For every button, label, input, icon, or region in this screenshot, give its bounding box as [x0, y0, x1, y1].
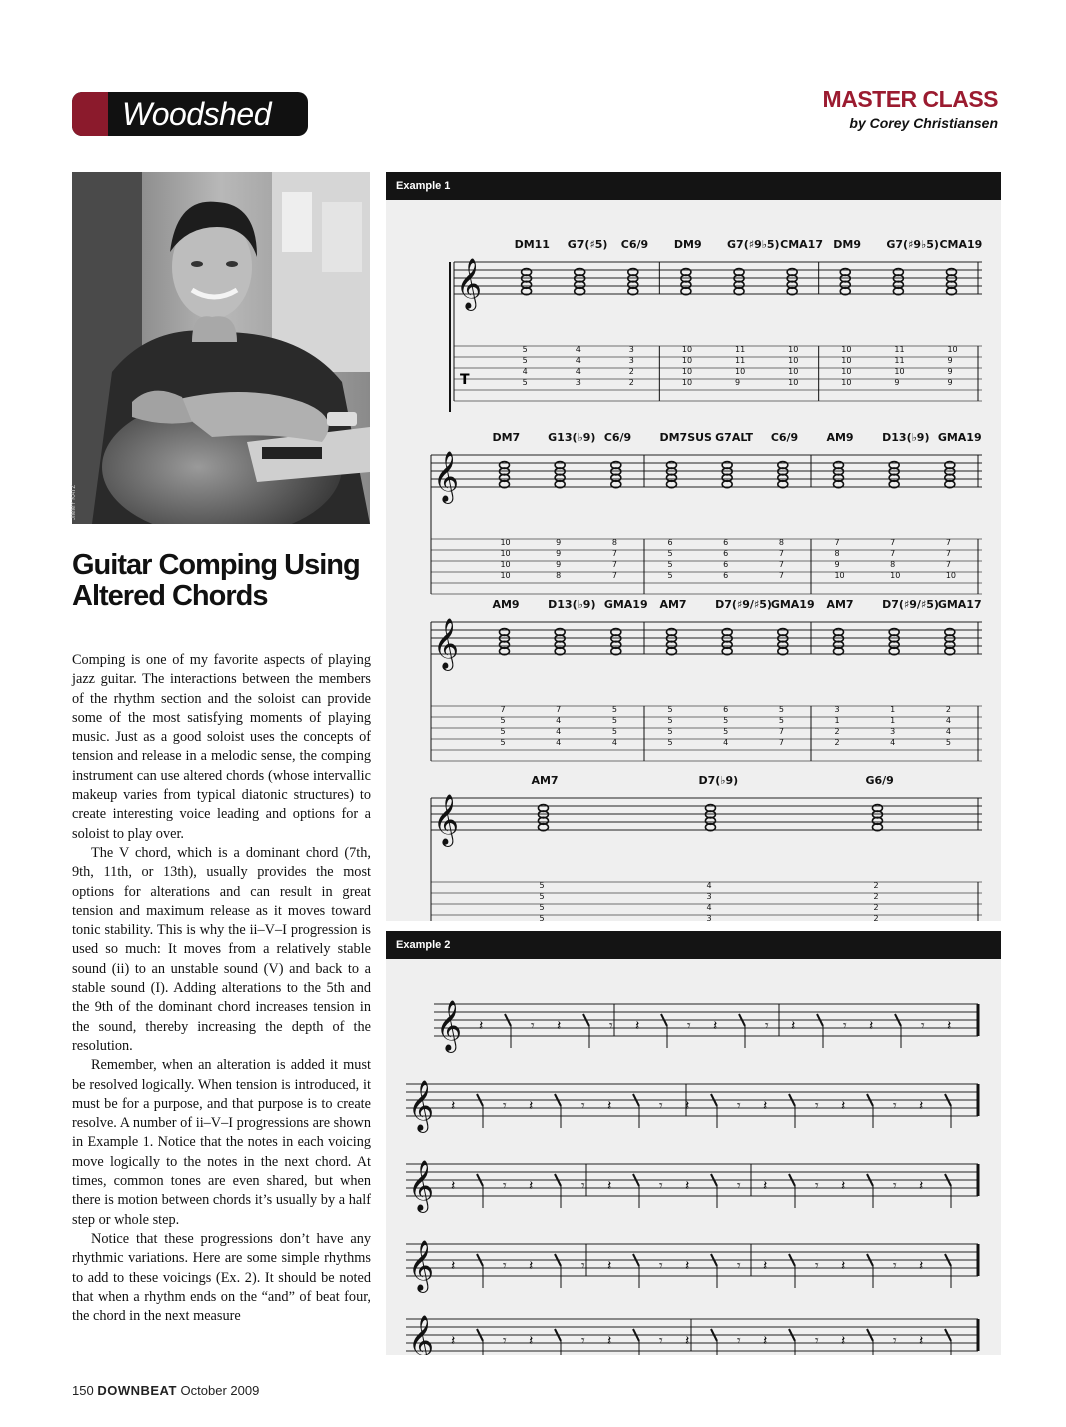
treble-clef: 𝄞	[408, 1315, 435, 1355]
tab-number: 9	[947, 367, 953, 376]
rest: 𝄽	[479, 1018, 484, 1034]
paragraph: Remember, when an alteration is added it must be resolved logically. When tension is introduced, it must be for a purpose, and that purpose is to create resolve. A number of ii–V–I progressions are shown in Example 1. Notice that the notes in each voicing move logically to the notes in the next chord. At times, common tones are even shared, but when there is motion between chords it’s usually by a half step or whole step.	[72, 1057, 371, 1228]
chord-symbol: D13(♭9)	[548, 598, 596, 611]
rest: 𝄽	[685, 1258, 690, 1274]
rest: 𝄾	[737, 1333, 741, 1349]
tab-number: 11	[735, 356, 746, 365]
chord-symbol: GMA19	[603, 598, 648, 611]
rest: 𝄾	[815, 1178, 819, 1194]
tab-number: 2	[945, 705, 951, 714]
tab-number: 4	[945, 727, 951, 736]
tab-number: 9	[834, 560, 840, 569]
tab-number: 5	[723, 727, 729, 736]
tab-number: 5	[778, 716, 784, 725]
tab-number: 11	[735, 345, 746, 354]
rest: 𝄽	[947, 1018, 952, 1034]
rest: 𝄾	[815, 1333, 819, 1349]
treble-clef: 𝄞	[436, 1000, 463, 1051]
tab-number: 7	[945, 549, 951, 558]
tab-number: 7	[778, 549, 784, 558]
chord-symbol: AM7	[826, 598, 854, 611]
article-title: Guitar Comping Using Altered Chords	[72, 549, 360, 612]
rest: 𝄽	[451, 1258, 456, 1274]
tab-number: 10	[681, 345, 693, 354]
tab-number: 1	[890, 705, 896, 714]
rest: 𝄽	[529, 1178, 534, 1194]
article-body	[72, 651, 371, 1326]
chord-symbol: CMA19	[939, 238, 983, 251]
tab-number: 10	[834, 571, 845, 580]
tab-number: 8	[890, 560, 896, 569]
example-1-notation	[386, 200, 1001, 921]
chord-symbol: G7(♯5)	[567, 238, 608, 251]
tab-number: 4	[611, 738, 617, 747]
rest: 𝄽	[841, 1258, 846, 1274]
rest: 𝄽	[763, 1333, 768, 1349]
tab-number: 5	[723, 716, 729, 725]
tab-number: 5	[539, 914, 545, 921]
rest: 𝄽	[685, 1333, 690, 1349]
tab-number: 1	[834, 716, 840, 725]
rest: 𝄽	[841, 1178, 846, 1194]
tab-number: 8	[834, 549, 840, 558]
rest: 𝄽	[451, 1098, 456, 1114]
example-2	[386, 931, 1001, 1355]
magazine-name: DOWNBEAT	[97, 1383, 177, 1398]
chord-symbol: D7(♯9/♯5)	[715, 598, 772, 611]
tab-number: 6	[667, 538, 673, 547]
tab-number: 7	[611, 560, 617, 569]
rest: 𝄽	[869, 1018, 874, 1034]
treble-clef: 𝄞	[433, 618, 460, 669]
tab-number: 5	[611, 716, 617, 725]
tab-number: 10	[945, 571, 957, 580]
chord-symbol: G7ALT	[715, 431, 754, 444]
tab-number: 10	[890, 571, 901, 580]
tab-number: 9	[947, 378, 953, 387]
example-1	[386, 172, 1001, 921]
tab-number: 9	[947, 356, 953, 365]
tab-number: 2	[873, 892, 879, 901]
tab-number: 6	[723, 705, 729, 714]
tab-number: 11	[894, 356, 905, 365]
tab-label: T	[460, 372, 470, 388]
rest: 𝄽	[529, 1098, 534, 1114]
treble-clef: 𝄞	[408, 1160, 435, 1211]
treble-clef: 𝄞	[433, 794, 460, 845]
tab-number: 9	[894, 378, 900, 387]
tab-number: 10	[500, 549, 511, 558]
chord-symbol: D7(♭9)	[698, 774, 739, 787]
rest: 𝄾	[531, 1018, 535, 1034]
tab-number: 10	[500, 560, 511, 569]
rest: 𝄾	[503, 1333, 507, 1349]
rest: 𝄽	[791, 1018, 796, 1034]
paragraph: The V chord, which is a dominant chord (7th, 9th, 11th, or 13th), usually provides the most options for alterations and can result in great tension and maximum release as it moves toward tonic stability. This is why the ii–V–I progression is used so much: It moves from a relatively stable sound (ii) to an unstable sound (V) and back to a stable sound (I). Adding alterations to the 5th and the 9th of the dominant chord increases tension in the sound, thereby increasing the depth of the resolution.	[72, 844, 371, 1054]
chord-symbol: DM9	[833, 238, 861, 251]
tab-number: 5	[778, 705, 784, 714]
tab-number: 11	[894, 345, 905, 354]
tab-number: 10	[735, 367, 746, 376]
rest: 𝄾	[815, 1098, 819, 1114]
rest: 𝄾	[659, 1178, 663, 1194]
tab-number: 3	[834, 705, 840, 714]
tab-number: 3	[628, 345, 634, 354]
chord-symbol: DM9	[673, 238, 702, 251]
rest: 𝄾	[893, 1333, 897, 1349]
tab-number: 5	[500, 738, 506, 747]
chord-symbol: DM11	[514, 238, 550, 251]
rest: 𝄾	[893, 1258, 897, 1274]
tab-number: 4	[706, 903, 712, 912]
tab-number: 3	[575, 378, 581, 387]
tab-number: 6	[723, 560, 729, 569]
chord-symbol: C6/9	[770, 431, 799, 444]
byline: by Corey Christiansen	[849, 115, 998, 131]
rest: 𝄽	[763, 1098, 768, 1114]
rest: 𝄾	[843, 1018, 847, 1034]
chord-symbol: GMA17	[937, 598, 982, 611]
tab-number: 5	[611, 727, 617, 736]
rest: 𝄾	[893, 1098, 897, 1114]
tab-number: 2	[834, 738, 840, 747]
rest: 𝄾	[659, 1098, 663, 1114]
tab-number: 4	[575, 345, 581, 354]
chord-symbol: G7(♯9♭5)	[886, 238, 939, 251]
tab-number: 10	[841, 367, 852, 376]
section-title: Woodshed	[122, 96, 271, 132]
tab-number: 4	[723, 738, 729, 747]
tab-number: 3	[706, 914, 712, 921]
tab-number: 5	[667, 738, 673, 747]
tab-number: 5	[667, 549, 673, 558]
tab-number: 7	[945, 538, 951, 547]
rest: 𝄽	[529, 1258, 534, 1274]
tab-number: 4	[522, 367, 528, 376]
tab-number: 4	[556, 738, 562, 747]
master-class-header	[823, 86, 998, 131]
chord-symbol: CMA17	[780, 238, 823, 251]
tab-number: 2	[873, 881, 879, 890]
tab-number: 7	[834, 538, 840, 547]
rest: 𝄾	[503, 1098, 507, 1114]
rest: 𝄾	[581, 1178, 585, 1194]
rest: 𝄽	[841, 1098, 846, 1114]
rest: 𝄾	[659, 1333, 663, 1349]
tab-number: 3	[628, 356, 634, 365]
chord-symbol: G6/9	[865, 774, 894, 787]
tab-number: 10	[841, 345, 852, 354]
example-1-label: Example 1	[386, 172, 1001, 200]
rest: 𝄽	[685, 1178, 690, 1194]
paragraph: Notice that these progressions don’t have any rhythmic variations. Here are some simple rhythms to add to these voicings (Ex. 2). It should be noted that when a rhythm ends on the “and” of beat four, the chord in the next measure	[72, 1230, 371, 1325]
rest: 𝄽	[919, 1258, 924, 1274]
rest: 𝄾	[503, 1258, 507, 1274]
rest: 𝄽	[451, 1178, 456, 1194]
tab-number: 10	[681, 378, 693, 387]
rest: 𝄽	[919, 1178, 924, 1194]
rest: 𝄾	[921, 1018, 925, 1034]
tab-number: 7	[556, 705, 562, 714]
tab-number: 4	[945, 716, 951, 725]
tab-number: 5	[522, 378, 528, 387]
tab-number: 10	[841, 378, 852, 387]
tab-number: 10	[681, 367, 693, 376]
banner-accent	[72, 92, 108, 136]
chord-symbol: GMA19	[937, 431, 982, 444]
tab-number: 7	[778, 727, 784, 736]
tab-number: 7	[500, 705, 506, 714]
treble-clef: 𝄞	[408, 1080, 435, 1131]
rest: 𝄾	[581, 1333, 585, 1349]
tab-number: 5	[522, 345, 528, 354]
rest: 𝄾	[659, 1258, 663, 1274]
tab-number: 10	[947, 345, 958, 354]
chord-symbol: GMA19	[770, 598, 815, 611]
series-title: MASTER CLASS	[822, 86, 998, 112]
tab-number: 7	[778, 571, 784, 580]
rest: 𝄽	[713, 1018, 718, 1034]
chord-symbol: AM9	[492, 598, 520, 611]
rest: 𝄽	[607, 1178, 612, 1194]
chord-symbol: DM7SUS	[659, 431, 712, 444]
tab-number: 10	[788, 345, 799, 354]
tab-number: 2	[628, 378, 634, 387]
tab-number: 3	[890, 727, 896, 736]
tab-number: 9	[556, 560, 562, 569]
tab-number: 7	[945, 560, 951, 569]
tab-number: 10	[788, 356, 799, 365]
tab-number: 10	[681, 356, 693, 365]
tab-number: 5	[945, 738, 951, 747]
tab-number: 2	[873, 903, 879, 912]
tab-number: 10	[500, 571, 511, 580]
tab-number: 9	[556, 538, 562, 547]
tab-number: 4	[575, 367, 581, 376]
rest: 𝄾	[893, 1178, 897, 1194]
rest: 𝄾	[687, 1018, 691, 1034]
tab-number: 4	[706, 881, 712, 890]
tab-number: 5	[500, 716, 506, 725]
page-footer	[72, 1383, 259, 1398]
rest: 𝄾	[609, 1018, 613, 1034]
rest: 𝄾	[737, 1178, 741, 1194]
tab-number: 8	[611, 538, 617, 547]
tab-number: 5	[667, 705, 673, 714]
tab-number: 9	[556, 549, 562, 558]
rest: 𝄾	[581, 1258, 585, 1274]
tab-number: 5	[667, 727, 673, 736]
tab-number: 5	[611, 705, 617, 714]
rest: 𝄾	[581, 1098, 585, 1114]
tab-number: 7	[890, 538, 896, 547]
chord-symbol: C6/9	[603, 431, 632, 444]
tab-number: 7	[611, 571, 617, 580]
rest: 𝄽	[763, 1258, 768, 1274]
chord-symbol: AM9	[826, 431, 854, 444]
chord-symbol: G13(♭9)	[548, 431, 596, 444]
chord-symbol: C6/9	[620, 238, 649, 251]
chord-symbol: D7(♯9/♯5)	[882, 598, 939, 611]
section-banner	[72, 92, 308, 136]
tab-number: 1	[890, 716, 896, 725]
tab-number: 4	[556, 727, 562, 736]
rest: 𝄽	[635, 1018, 640, 1034]
tab-number: 7	[890, 549, 896, 558]
treble-clef: 𝄞	[433, 451, 460, 502]
tab-number: 3	[706, 892, 712, 901]
tab-number: 7	[778, 560, 784, 569]
rest: 𝄽	[841, 1333, 846, 1349]
tab-number: 5	[539, 881, 545, 890]
rest: 𝄾	[737, 1258, 741, 1274]
treble-clef: 𝄞	[408, 1240, 435, 1291]
chord-symbol: D13(♭9)	[882, 431, 930, 444]
tab-number: 7	[611, 549, 617, 558]
rest: 𝄽	[685, 1098, 690, 1114]
rest: 𝄽	[529, 1333, 534, 1349]
tab-number: 4	[575, 356, 581, 365]
tab-number: 10	[500, 538, 511, 547]
tab-number: 8	[556, 571, 562, 580]
rest: 𝄽	[919, 1333, 924, 1349]
rest: 𝄾	[765, 1018, 769, 1034]
tab-number: 5	[539, 903, 545, 912]
tab-number: 10	[788, 367, 799, 376]
tab-number: 6	[723, 538, 729, 547]
tab-number: 9	[735, 378, 741, 387]
tab-number: 6	[723, 571, 729, 580]
tab-number: 5	[539, 892, 545, 901]
rest: 𝄽	[763, 1178, 768, 1194]
rest: 𝄾	[503, 1178, 507, 1194]
chord-symbol: AM7	[659, 598, 687, 611]
tab-number: 2	[628, 367, 634, 376]
tab-number: 10	[841, 356, 852, 365]
chord-symbol: G7(♯9♭5)	[727, 238, 780, 251]
rest: 𝄽	[919, 1098, 924, 1114]
rest: 𝄽	[557, 1018, 562, 1034]
tab-number: 2	[873, 914, 879, 921]
tab-number: 5	[667, 560, 673, 569]
issue-date: October 2009	[180, 1383, 260, 1398]
tab-number: 10	[788, 378, 799, 387]
example-2-notation	[386, 959, 1001, 1355]
paragraph: Comping is one of my favorite aspects of playing jazz guitar. The interactions between the members of the rhythm section and the soloist can provide some of the most satisfying moments of playing music. Just as a good soloist uses the concepts of tension and release in a melodic sense, the comping instrument can use altered chords (whose intervallic makeup varies from typical diatonic structures) to create interesting voice leading and options for a soloist to play over.	[72, 652, 371, 842]
tab-number: 6	[723, 549, 729, 558]
tab-number: 8	[778, 538, 784, 547]
tab-number: 10	[894, 367, 905, 376]
tab-number: 2	[834, 727, 840, 736]
chord-symbol: DM7	[492, 431, 521, 444]
chord-symbol: AM7	[531, 774, 559, 787]
treble-clef: 𝄞	[456, 258, 483, 309]
photo-credit: JIMMY KATZ	[71, 484, 77, 520]
tab-number: 7	[778, 738, 784, 747]
page-number: 150	[72, 1383, 94, 1398]
example-2-label: Example 2	[386, 931, 1001, 959]
tab-number: 4	[890, 738, 896, 747]
author-photo	[72, 172, 370, 524]
rest: 𝄽	[607, 1098, 612, 1114]
tab-number: 4	[556, 716, 562, 725]
rest: 𝄽	[607, 1333, 612, 1349]
rest: 𝄽	[451, 1333, 456, 1349]
tab-number: 5	[500, 727, 506, 736]
rest: 𝄽	[607, 1258, 612, 1274]
rest: 𝄾	[815, 1258, 819, 1274]
tab-number: 5	[522, 356, 528, 365]
tab-number: 5	[667, 716, 673, 725]
tab-number: 5	[667, 571, 673, 580]
rest: 𝄾	[737, 1098, 741, 1114]
